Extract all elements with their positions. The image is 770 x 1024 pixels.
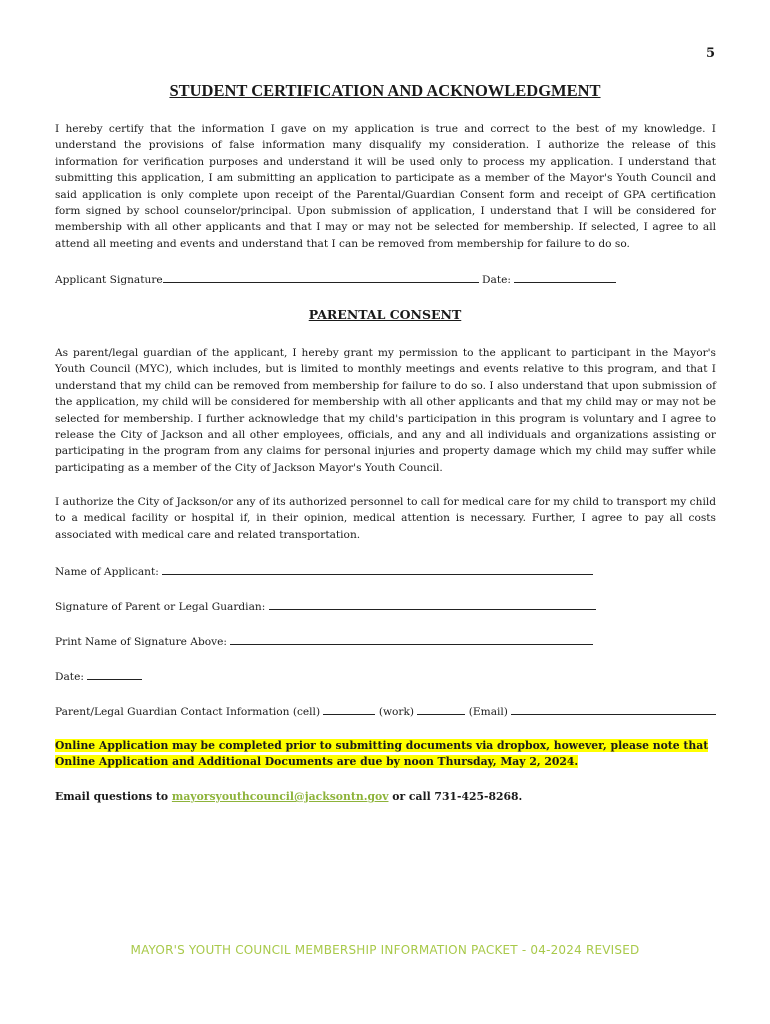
email-label: (Email) [468,706,508,718]
print-name-row [55,634,593,648]
email-line[interactable] [511,704,716,715]
print-name-label: Print Name of Signature Above: [55,636,227,648]
footer: MAYOR'S YOUTH COUNCIL MEMBERSHIP INFORMATION PACKET - 04-2024 REVISED [130,943,640,957]
name-of-applicant-label: Name of Applicant: [55,566,159,578]
applicant-signature-row [55,272,616,286]
consent-date-label: Date: [55,671,84,683]
email-link[interactable]: mayorsyouthcouncil@jacksontn.gov [171,790,389,803]
medical-paragraph: I authorize the City of Jackson/or any of its authorized personnel to call for medical care for my child to transport my child to a medical facility or hospital if, in their opinion, medical attention is necessary. Further, I agree to pay all costs associated with medical care and related transportation. [55,496,716,541]
highlighted-notice-text: Online Application may be completed prior to submitting documents via dropbox, however, please note that Online Application and Additional Documents are due by noon Thursday, May 2, 2024. [55,739,709,769]
print-name-line[interactable] [230,634,593,645]
date-label: Date: [482,274,511,286]
parent-signature-label: Signature of Parent or Legal Guardian: [55,601,266,613]
cell-line[interactable] [323,704,375,715]
date-row [55,669,142,683]
consent-paragraph: As parent/legal guardian of the applicant, I hereby grant my permission to the applicant to participant in the Mayor's Youth Council (MYC), which includes, but is limited to monthly meetings and events relative to this program, and that I understand that my child can be removed from membership for failure to do so. I also understand that upon submission of the application, my child will be considered for membership with all other applicants and that my child may or may not be selected for membership. I further acknowledge that my child's participation in this program is voluntary and I agree to release the City of Jackson and all other employees, officials, and any and all individuals and organizations assisting or participating in the program from any claims for personal injuries and property damage which my child may suffer while participating as a member of the City of Jackson Mayor's Youth Council. [55,347,716,474]
consent-date-line[interactable] [87,669,142,680]
parent-signature-row [55,599,596,613]
contact-info-label: Parent/Legal Guardian Contact Information (cell) [55,706,321,718]
name-of-applicant-row [55,564,593,578]
parent-signature-line[interactable] [269,599,596,610]
certification-paragraph: I hereby certify that the information I gave on my application is true and correct to the best of my knowledge. I understand the provisions of false information many disqualify my consideration. I authorize the release of this information for verification purposes and understand it will be used only to process my application. I understand that submitting this application, I am submitting an application to participate as a member of the Mayor's Youth Council and said application is only complete upon receipt of the Parental/Guardian Consent form and receipt of GPA certification form signed by school counselor/principal. Upon submission of application, I understand that I will be considered for membership with all other applicants and that I may or may not be selected for membership. If selected, I agree to all attend all meeting and events and understand that I can be removed from membership for failure to do so. [55,123,716,250]
page-title: STUDENT CERTIFICATION AND ACKNOWLEDGMENT [169,81,601,100]
email-questions-prefix: Email questions to [55,790,169,803]
work-line[interactable] [417,704,465,715]
date-line[interactable] [514,272,616,283]
parental-consent-title: PARENTAL CONSENT [308,307,462,322]
applicant-signature-label: Applicant Signature [55,274,163,286]
work-label: (work) [378,706,415,718]
email-questions-row [55,790,522,803]
name-of-applicant-line[interactable] [162,564,593,575]
contact-info-row [55,704,716,718]
applicant-signature-line[interactable] [163,272,479,283]
online-application-notice [55,738,718,771]
email-questions-suffix: or call 731-425-8268. [392,790,523,803]
page-number: 5 [706,46,716,61]
